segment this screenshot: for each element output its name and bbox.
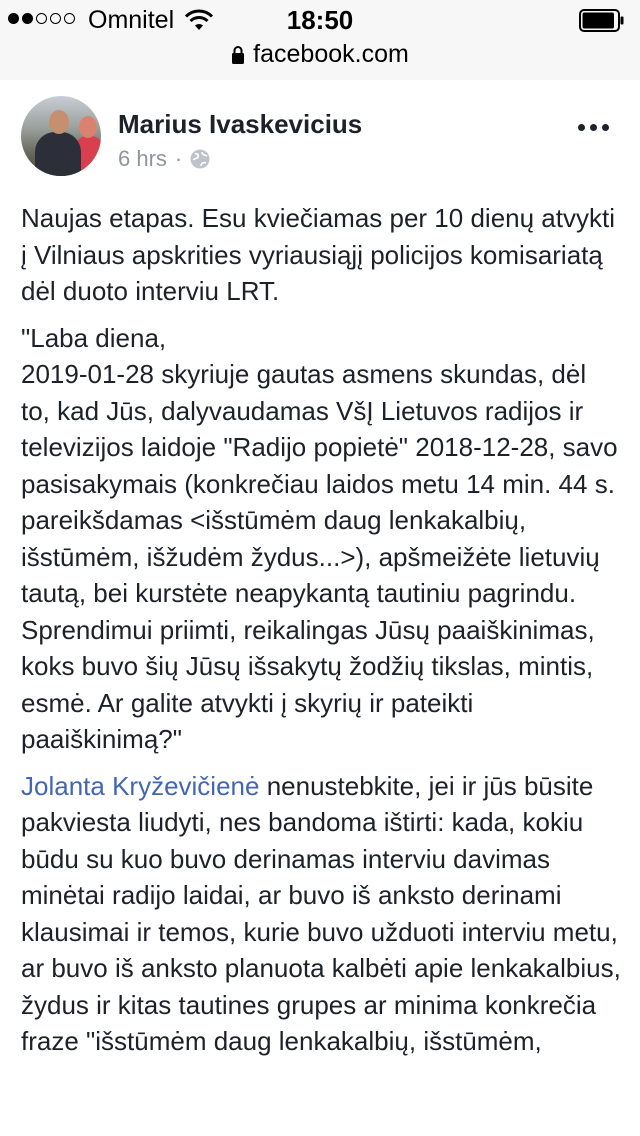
mention-link[interactable]: Jolanta Kryževičienė — [21, 770, 260, 801]
post-author-name[interactable]: Marius Ivaskevicius — [118, 109, 363, 139]
battery-icon — [579, 9, 625, 32]
post-timestamp[interactable]: 6 hrs — [118, 146, 167, 171]
status-bar — [0, 0, 640, 40]
meta-separator: · — [174, 146, 183, 171]
lock-icon — [231, 45, 245, 65]
url-bar[interactable] — [0, 40, 640, 72]
carrier-name: Omnitel — [88, 6, 175, 34]
post-meta — [118, 146, 210, 172]
url-text: facebook.com — [253, 40, 409, 68]
post-paragraph-3-text: nenustebkite, jei ir jūs būsite pakviesta liudyti, nes bandoma ištirti: kada, kokiu būdu su kuo buvo derinamas interviu davimas minėtai radijo laidai, ar buvo iš anksto derinami klausimai ir temos, kurie buvo užduoti interviu metu, ar buvo iš anksto planuota kalbėti apie lenkakalbius, žydus ir kitas tautines grupes ar minima konkrečia fraze "išstūmėm daug lenkakalbių, išstūmėm, — [21, 770, 621, 1056]
browser-chrome — [0, 0, 640, 81]
post-paragraph-3 — [21, 768, 621, 1060]
globe-icon — [190, 149, 210, 169]
facebook-post — [0, 80, 640, 1136]
post-body — [21, 200, 621, 1070]
status-time: 18:50 — [286, 5, 354, 35]
more-options-icon[interactable] — [578, 124, 609, 131]
avatar[interactable] — [21, 96, 101, 176]
post-paragraph-1: Naujas etapas. Esu kviečiamas per 10 dienų atvykti į Vilniaus apskrities vyriausiąjį policijos komisariatą dėl duoto interviu LRT. — [21, 203, 615, 306]
post-paragraph-2: "Laba diena, 2019-01-28 skyriuje gautas asmens skundas, dėl to, kad Jūs, dalyvaudamas VšĮ Lietuvos radijos ir televizijos laidoje "Radijo popietė" 2018-12-28, savo pasisakymais (konkrečiau laidos metu 14 min. 44 s. pareikšdamas <išstūmėm daug lenkakalbių, išstūmėm, išžudėm žydus...>), apšmeižėte lietuvių tautą, bei kurstėte neapykantą tautiniu pagrindu. Sprendimui priimti, reikalingas Jūsų paaiškinimas, koks buvo šių Jūsų išsakytų žodžių tikslas, mintis, esmė. Ar galite atvykti į skyrių ir pateikti paaiškinimą?" — [21, 322, 618, 754]
